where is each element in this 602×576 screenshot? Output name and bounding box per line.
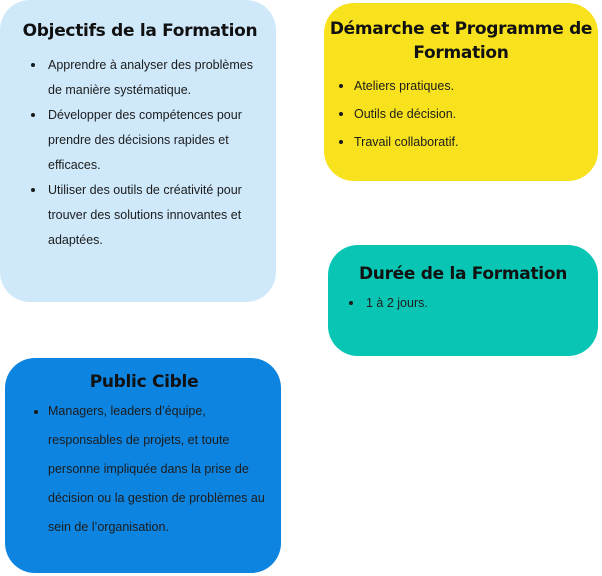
card-demarche <box>324 3 598 181</box>
list-item: Ateliers pratiques. <box>354 72 598 100</box>
card-public-cible-title: Public Cible <box>89 372 199 392</box>
card-objectifs <box>0 0 276 302</box>
list-item: Travail collaboratif. <box>354 128 598 156</box>
list-item: Utiliser des outils de créativité pour trouver des solutions innovantes et adaptées. <box>48 178 258 253</box>
card-objectifs-list <box>0 53 276 253</box>
card-duree-list <box>328 292 598 314</box>
card-demarche-list <box>324 72 598 156</box>
list-item: Managers, leaders d’équipe, responsables de projets, et toute personne impliquée dans la prise de décision ou la gestion de problèmes au sein de l’organisation. <box>48 397 267 542</box>
list-item: Développer des compétences pour prendre des décisions rapides et efficaces. <box>48 103 258 178</box>
card-duree-title: Durée de la Formation <box>358 264 568 284</box>
list-item: Apprendre à analyser des problèmes de manière systématique. <box>48 53 258 103</box>
card-demarche-title: Démarche et Programme de Formation <box>329 19 593 63</box>
list-item: 1 à 2 jours. <box>366 292 598 314</box>
card-duree <box>328 245 598 356</box>
card-objectifs-title: Objectifs de la Formation <box>22 21 258 41</box>
card-public-cible-list <box>5 397 281 542</box>
card-public-cible <box>5 358 281 573</box>
list-item: Outils de décision. <box>354 100 598 128</box>
